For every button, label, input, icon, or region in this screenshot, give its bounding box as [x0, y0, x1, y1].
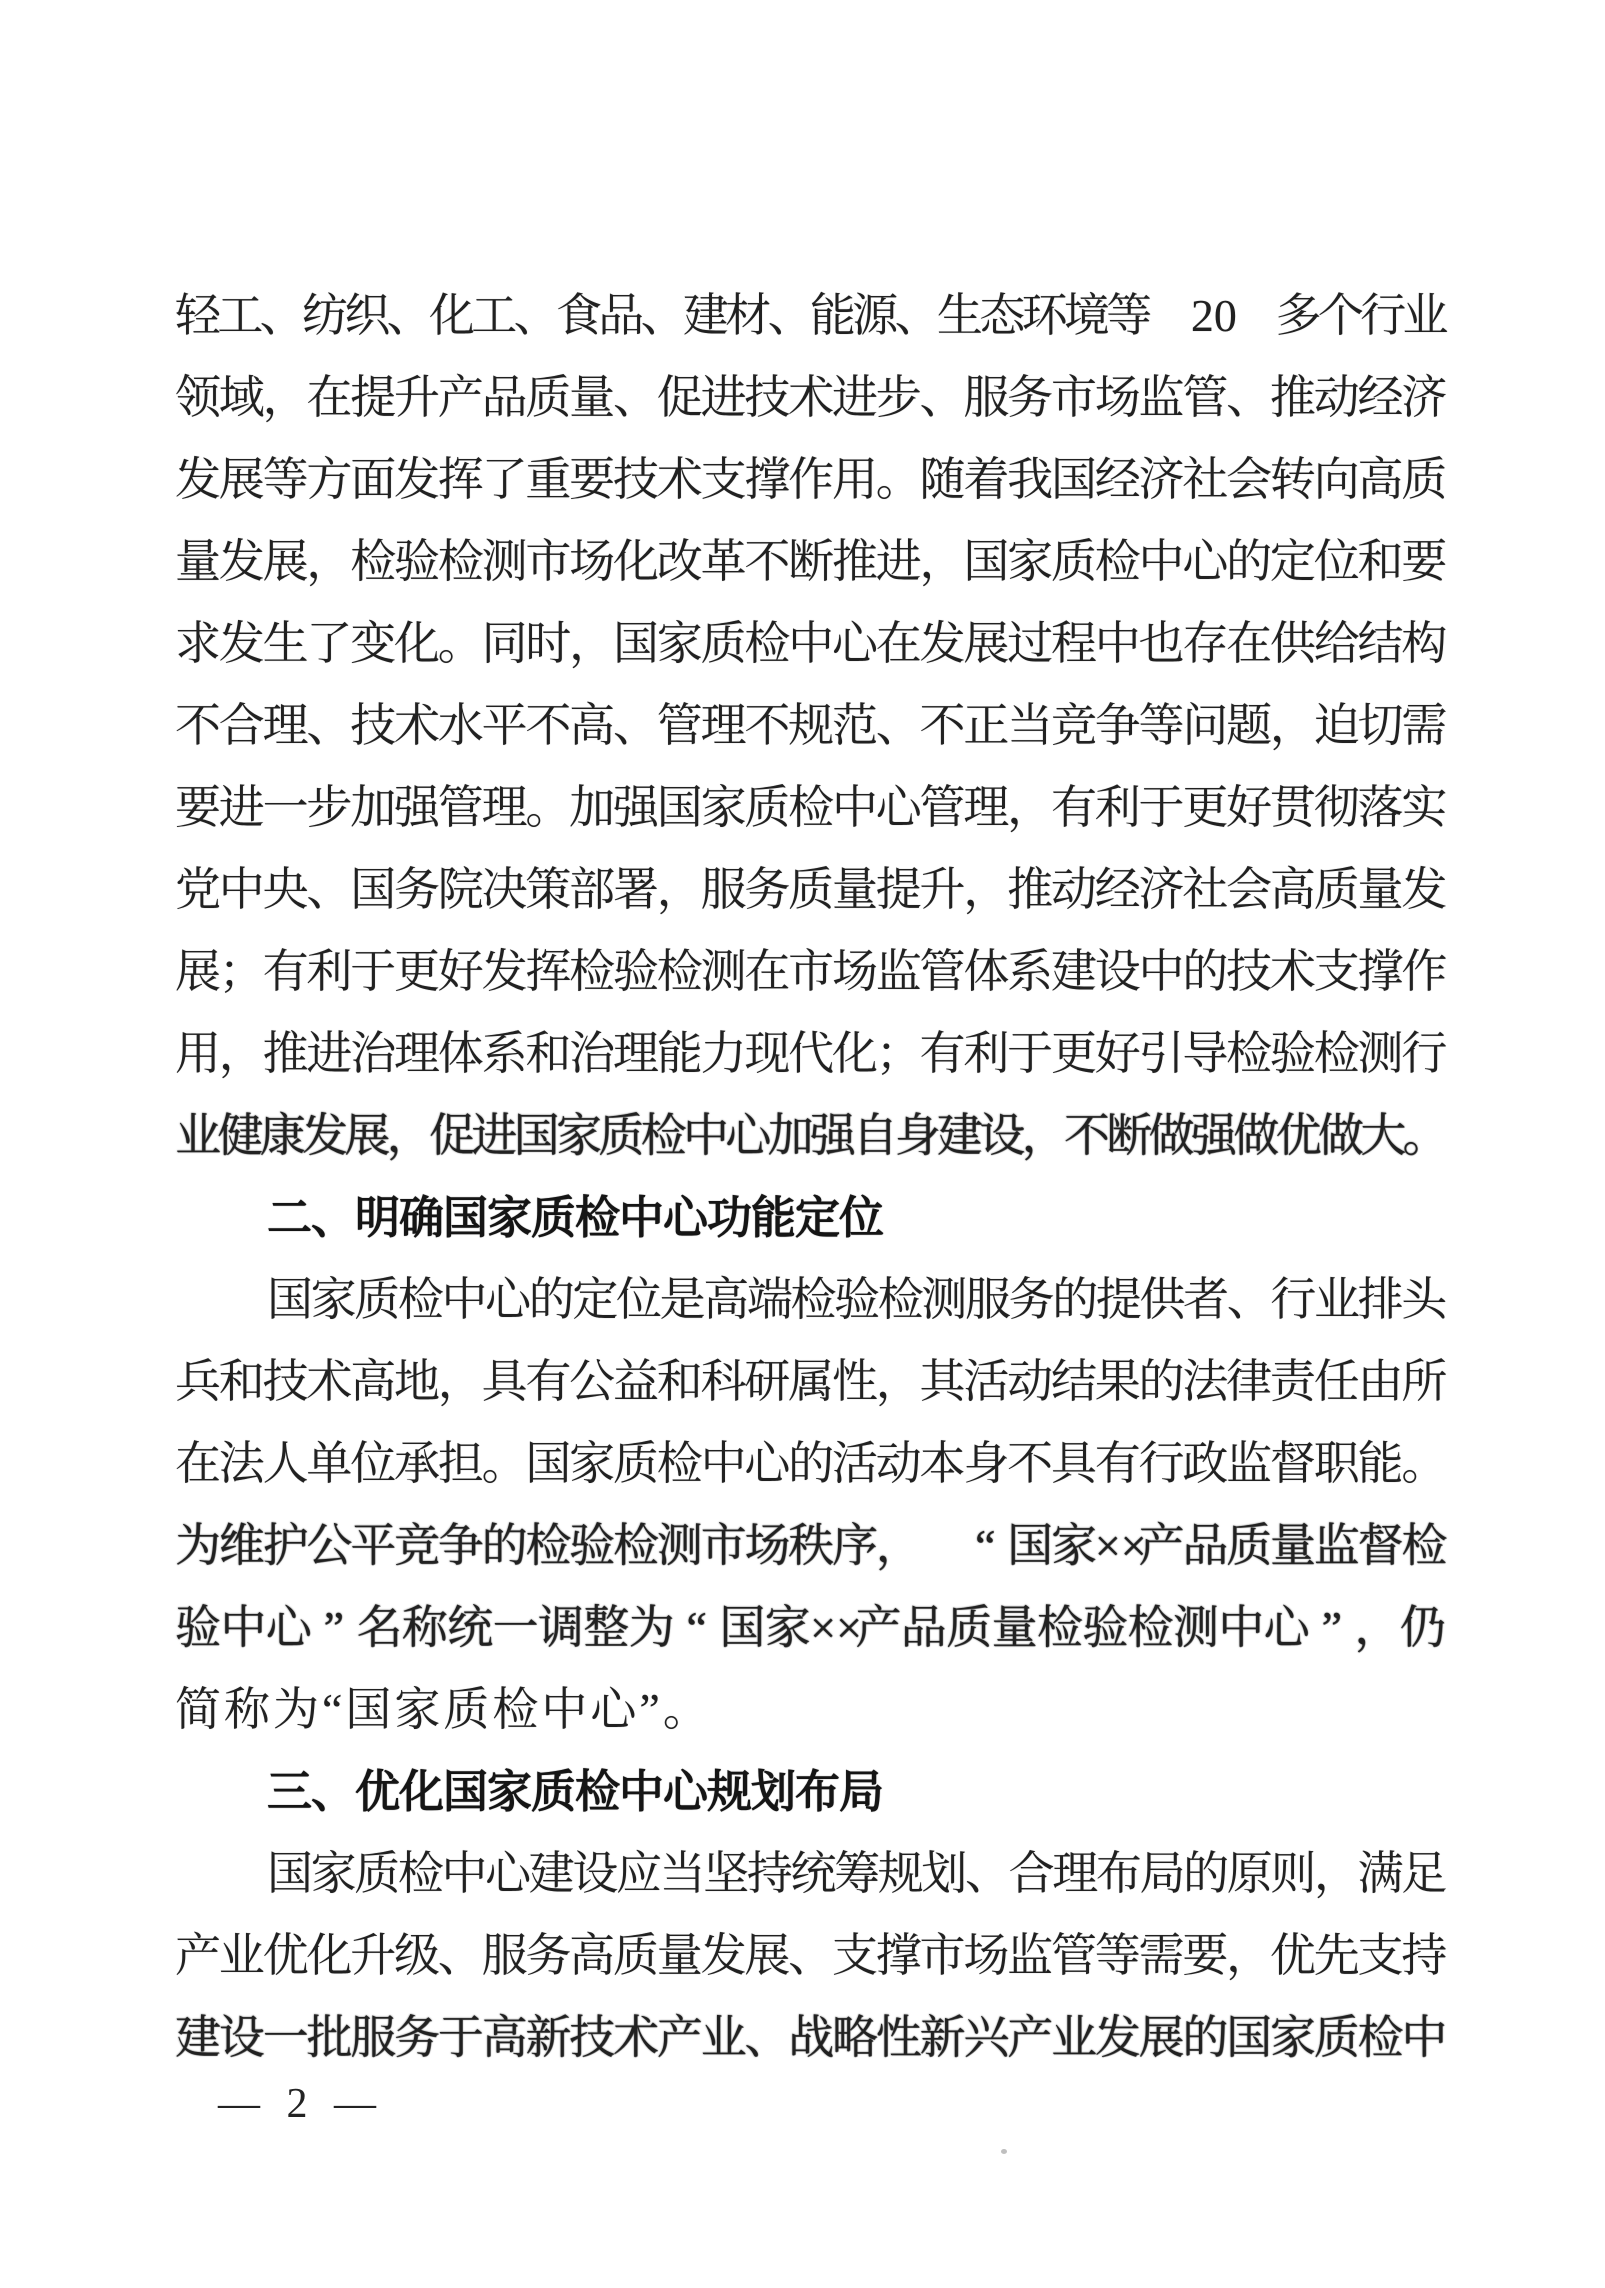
text-line: 国 家 质 检 中 心 建 设 应 当 坚 持 统 筹 规 划 、 合 理 布 局 的 原 则 ， 满 足 — [267, 1848, 1448, 1899]
text-line: 发 展 等 方 面 发 挥 了 重 要 技 术 支 撑 作 用 。 随 着 我 国 经 济 社 会 转 向 高 质 — [175, 454, 1448, 505]
text-block — [175, 288, 1449, 2092]
text-line: 为 维 护 公 平 竞 争 的 检 验 检 测 市 场 秩 序 ， “ 国 家 ×× 产 品 质 量 监 督 检 — [175, 1520, 1448, 1571]
text-line: 轻 工 、 纺 织 、 化 工 、 食 品 、 建 材 、 能 源 、 生 态 环 境 等 20 多 个 行 业 — [175, 290, 1449, 341]
text-line: 产 业 优 化 升 级 、 服 务 高 质 量 发 展 、 支 撑 市 场 监 管 等 需 要 ， 优 先 支 持 — [175, 1930, 1448, 1981]
page-number: — 2 — — [218, 2081, 378, 2127]
text-line: 用 ， 推 进 治 理 体 系 和 治 理 能 力 现 代 化 ； 有 利 于 更 好 引 导 检 验 检 测 行 — [175, 1028, 1448, 1079]
text-line: 在 法 人 单 位 承 担 。 国 家 质 检 中 心 的 活 动 本 身 不 具 有 行 政 监 督 职 能 。 — [175, 1438, 1448, 1489]
text-line: 党 中 央 、 国 务 院 决 策 部 署 ， 服 务 质 量 提 升 ， 推 动 经 济 社 会 高 质 量 发 — [175, 864, 1448, 915]
text-line: 国 家 质 检 中 心 的 定 位 是 高 端 检 验 检 测 服 务 的 提 供 者 、 行 业 排 头 — [267, 1274, 1448, 1325]
text-line: 展 ； 有 利 于 更 好 发 挥 检 验 检 测 在 市 场 监 管 体 系 建 设 中 的 技 术 支 撑 作 — [175, 946, 1448, 997]
text-line: 量 发 展 ， 检 验 检 测 市 场 化 改 革 不 断 推 进 ， 国 家 质 检 中 心 的 定 位 和 要 — [175, 536, 1448, 587]
text-line: 建 设 一 批 服 务 于 高 新 技 术 产 业 、 战 略 性 新 兴 产 业 发 展 的 国 家 质 检 中 — [175, 2012, 1448, 2063]
section-heading: 二、明确国家质检中心功能定位 — [267, 1192, 884, 1243]
text-line: 要 进 一 步 加 强 管 理 。 加 强 国 家 质 检 中 心 管 理 ， 有 利 于 更 好 贯 彻 落 实 — [175, 782, 1448, 833]
text-line: 领 域 ， 在 提 升 产 品 质 量 、 促 进 技 术 进 步 、 服 务 市 场 监 管 、 推 动 经 济 — [175, 372, 1448, 423]
scan-speck — [1001, 2149, 1007, 2154]
text-line: 业 健 康 发 展 ， 促 进 国 家 质 检 中 心 加 强 自 身 建 设 ， 不 断 做 强 做 优 做 大 。 — [175, 1110, 1449, 1161]
text-line: 验 中 心 ” 名 称 统 一 调 整 为 “ 国 家 ×× 产 品 质 量 检 验 检 测 中 心 ” ， 仍 — [175, 1602, 1446, 1653]
text-line: 不 合 理 、 技 术 水 平 不 高 、 管 理 不 规 范 、 不 正 当 竞 争 等 问 题 ， 迫 切 需 — [175, 700, 1448, 751]
text-line: 简称为“国家质检中心”。 — [175, 1684, 712, 1735]
text-line: 求 发 生 了 变 化 。 同 时 ， 国 家 质 检 中 心 在 发 展 过 程 中 也 存 在 供 给 结 构 — [175, 618, 1448, 669]
text-line: 兵 和 技 术 高 地 ， 具 有 公 益 和 科 研 属 性 ， 其 活 动 结 果 的 法 律 责 任 由 所 — [175, 1356, 1448, 1407]
section-heading: 三、优化国家质检中心规划布局 — [267, 1766, 884, 1817]
